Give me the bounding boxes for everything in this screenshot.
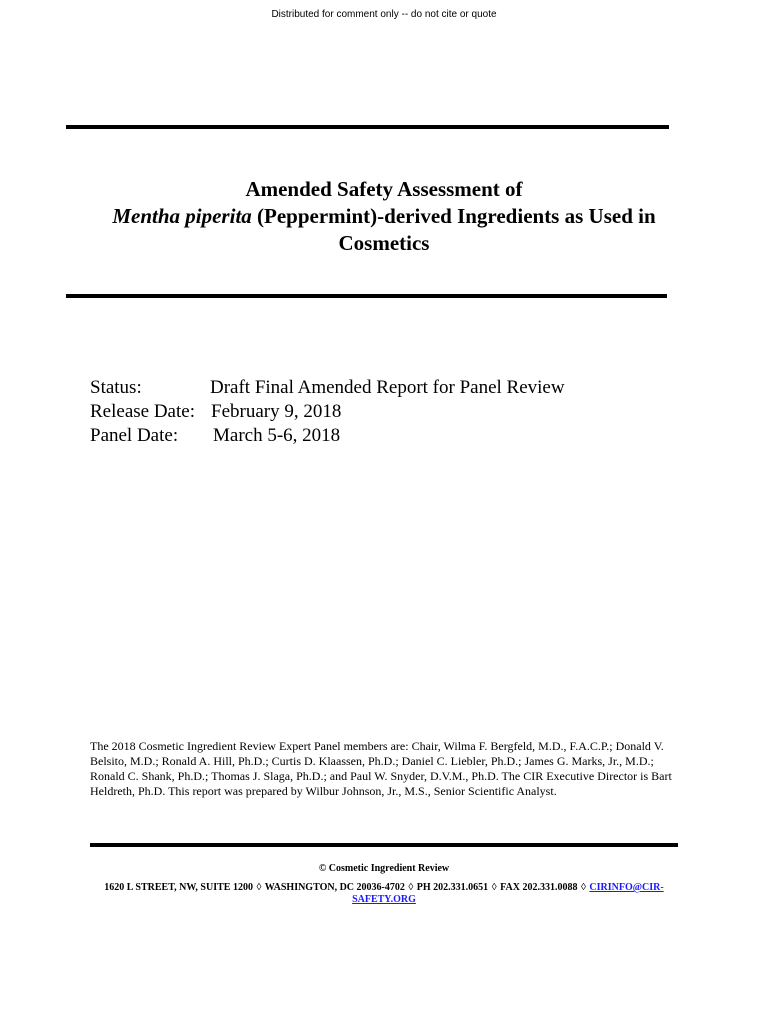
title-line-2 — [60, 203, 708, 230]
copyright-line: © Cosmetic Ingredient Review — [318, 863, 450, 874]
report-title — [60, 176, 708, 257]
email-link[interactable]: CIRINFO@CIR-SAFETY.ORG — [352, 882, 664, 905]
status-label: Status: — [90, 377, 142, 398]
panel-date-label: Panel Date: — [90, 425, 179, 446]
title-species-name: Mentha piperita — [112, 204, 252, 228]
status-row — [90, 376, 565, 400]
fax-number: FAX 202.331.0088 — [500, 882, 578, 893]
title-line-3: Cosmetics — [338, 231, 430, 255]
watermark-text: Distributed for comment only -- do not cite or quote — [271, 9, 497, 20]
city-address: WASHINGTON, DC 20036-4702 — [264, 882, 405, 893]
street-address: 1620 L STREET, NW, SUITE 1200 — [104, 882, 253, 893]
release-date-label: Release Date: — [90, 401, 195, 422]
top-rule — [66, 125, 669, 129]
footer-rule — [90, 843, 678, 847]
title-bottom-rule — [66, 294, 667, 298]
panel-date-row — [90, 424, 565, 448]
status-block — [90, 376, 565, 448]
panel-date-value: March 5-6, 2018 — [213, 425, 341, 446]
separator-icon: ◊ — [256, 882, 262, 893]
title-line-1: Amended Safety Assessment of — [245, 177, 523, 201]
title-line-2-rest: (Peppermint)-derived Ingredients as Used in — [251, 204, 656, 228]
separator-icon: ◊ — [491, 882, 497, 893]
separator-icon: ◊ — [580, 882, 586, 893]
release-date-value: February 9, 2018 — [211, 401, 342, 422]
panel-members-paragraph: The 2018 Cosmetic Ingredient Review Expert Panel members are: Chair, Wilma F. Bergfeld, M.D., F.A.C.P.; Donald V. Belsito, M.D.; Ronald A. Hill, Ph.D.; Curtis D. Klaassen, Ph.D.; Daniel C. Liebler, Ph.D.; James G. Marks, Jr., M.D.; Ronald C. Shank, Ph.D.; Thomas J. Slaga, Ph.D.; and Paul W. Snyder, D.V.M., Ph.D. The CIR Executive Director is Bart Heldreth, Ph.D. This report was prepared by Wilbur Johnson, Jr., M.S., Senior Scientific Analyst. — [90, 739, 672, 798]
phone-number: PH 202.331.0651 — [416, 882, 489, 893]
status-value: Draft Final Amended Report for Panel Review — [210, 377, 565, 398]
release-date-row — [90, 400, 565, 424]
separator-icon: ◊ — [408, 882, 414, 893]
footer-address — [90, 882, 678, 906]
